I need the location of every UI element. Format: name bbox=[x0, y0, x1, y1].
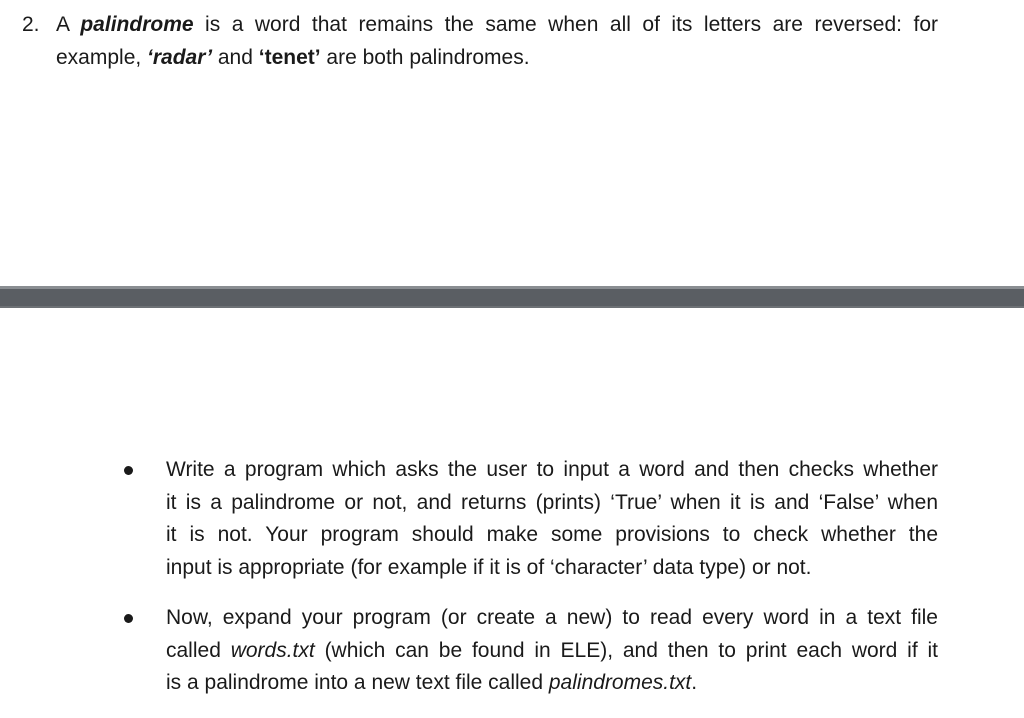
filename-palindromes-txt: palindromes.txt bbox=[548, 671, 692, 694]
bullet-1-line-1: Write a program which asks the user to input a word and then checks whether bbox=[166, 458, 938, 481]
question-block bbox=[0, 8, 1000, 74]
list-item bbox=[0, 454, 1024, 584]
task-list bbox=[0, 454, 1024, 718]
bullet-1-line-3: it is not. Your program should make some provisions to check whether the bbox=[166, 523, 938, 546]
bullet-icon bbox=[124, 466, 133, 475]
bullet-2-line-1: Now, expand your program (or create a new) to read every word in a text file bbox=[166, 606, 938, 629]
filename-words-txt: words.txt bbox=[230, 638, 315, 662]
term-palindrome: palindrome bbox=[80, 13, 194, 36]
list-item bbox=[0, 602, 1024, 700]
bullet-1-line-2: it is a palindrome or not, and returns (prints) ‘True’ when it is and ‘False’ when bbox=[166, 490, 938, 514]
bullet-1-line-4: input is appropriate (for example if it is of ‘character’ data type) or not. bbox=[166, 555, 812, 579]
example-tenet: ‘tenet’ bbox=[258, 46, 321, 69]
section-divider-bar bbox=[0, 286, 1024, 308]
bullet-2-line-2: called words.txt (which can be found in ELE), and then to print each word if it bbox=[166, 638, 939, 662]
question-number: 2. bbox=[22, 13, 40, 36]
bullet-2-line-3: is a palindrome into a new text file called palindromes.txt. bbox=[166, 671, 698, 694]
question-line-1: A palindrome is a word that remains the same when all of its letters are reversed: for bbox=[56, 13, 939, 36]
bullet-icon bbox=[124, 614, 133, 623]
question-line-2: example, ‘radar’ and ‘tenet’ are both palindromes. bbox=[56, 46, 530, 69]
example-radar: ‘radar’ bbox=[147, 46, 213, 69]
